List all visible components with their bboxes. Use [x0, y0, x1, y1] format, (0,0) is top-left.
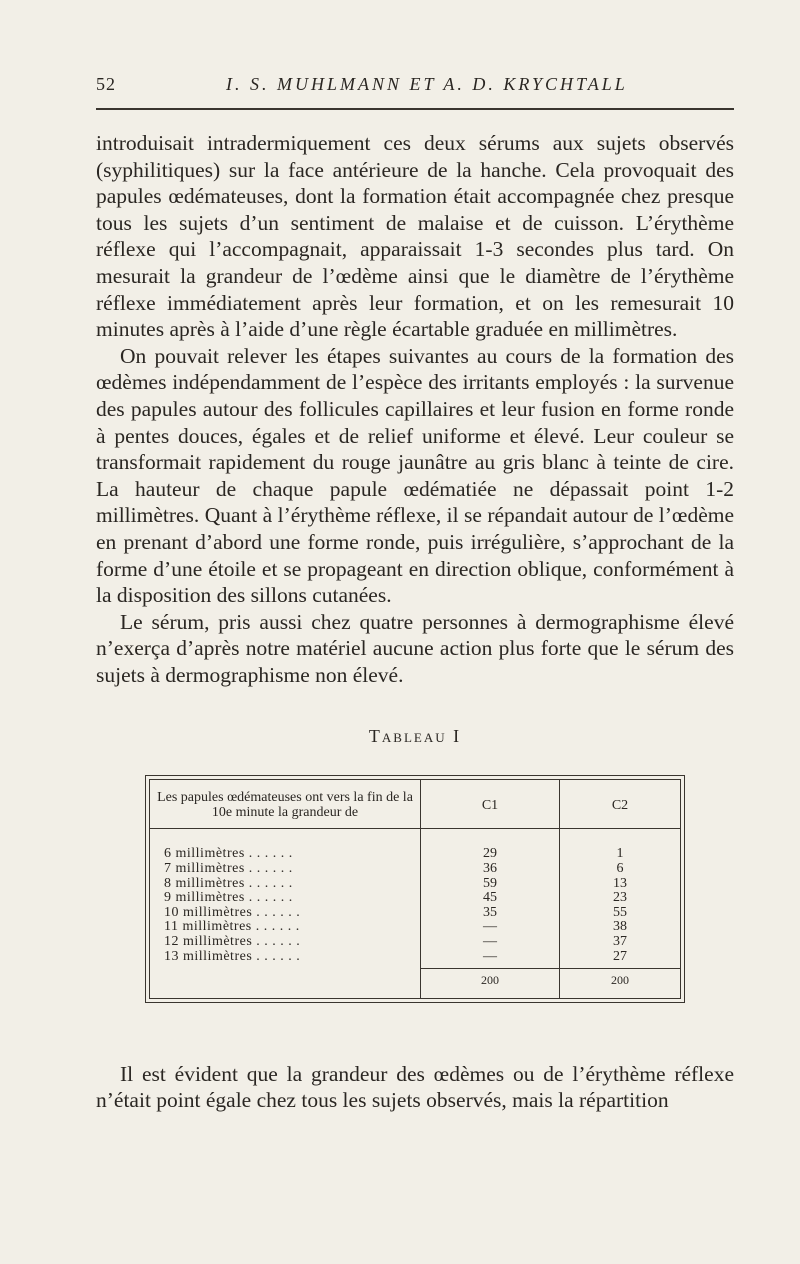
page-number: 52	[96, 74, 116, 94]
row-c2-value: 1	[616, 846, 624, 862]
continuation-text	[96, 1061, 734, 1114]
row-c2-value: 6	[616, 861, 624, 877]
book-page	[96, 72, 734, 1114]
header-c1: C1	[421, 780, 560, 829]
row-c1-value: 59	[421, 877, 560, 892]
header-label: Les papules œdémateuses ont vers la fin de la 10e minute la grandeur de	[150, 780, 421, 829]
table-row	[150, 891, 681, 906]
row-c2-value: 38	[613, 919, 627, 935]
row-c2-value: 23	[613, 890, 627, 906]
total-label	[150, 969, 421, 999]
table-row	[150, 862, 681, 877]
row-label: 10 millimètres . . . . . .	[150, 906, 421, 921]
row-label: 8 millimètres . . . . . .	[150, 877, 421, 892]
table-header-row	[150, 780, 681, 829]
data-table	[149, 779, 681, 998]
table-row	[150, 829, 681, 862]
row-c1-value: 29	[421, 829, 560, 862]
row-c1-value: —	[421, 920, 560, 935]
running-title: I. S. MUHLMANN ET A. D. KRYCHTALL	[226, 74, 628, 94]
total-c2: 200	[560, 969, 681, 999]
row-c2-value: 27	[613, 948, 627, 964]
row-c1-value: 36	[421, 862, 560, 877]
row-label: 12 millimètres . . . . . .	[150, 935, 421, 950]
table-title: Tableau I	[368, 726, 462, 747]
table-row	[150, 920, 681, 935]
main-text	[96, 130, 734, 688]
row-c2-value: 37	[613, 934, 627, 950]
paragraph: Le sérum, pris aussi chez quatre personnes à dermographisme élevé n’exerça d’après notre matériel aucune action plus forte que le sérum des sujets à dermographisme non élevé.	[96, 609, 734, 687]
table-row	[150, 906, 681, 921]
row-c2-value: 13	[613, 875, 627, 891]
table-row	[150, 950, 681, 969]
table-row	[150, 877, 681, 892]
row-c1-value: 45	[421, 891, 560, 906]
table-frame	[145, 775, 685, 1002]
header-c2: C2	[560, 780, 681, 829]
row-label: 9 millimètres . . . . . .	[150, 891, 421, 906]
header-rule	[96, 108, 734, 110]
row-label: 11 millimètres . . . . . .	[150, 920, 421, 935]
paragraph: introduisait intradermiquement ces deux sérums aux sujets observés (syphilitiques) sur la face antérieure de la hanche. Cela provoquait des papules œdémateuses, dont la formation était accompagnée chez presque tous les sujets d’un sentiment de malaise et de cuisson. L’érythème réflexe qui l’accompagnait, apparaissait 1-3 secondes plus tard. On mesurait la grandeur de l’œdème ainsi que le diamètre de l’érythème réflexe immédiatement après leur formation, et on les remesurait 10 minutes après à l’aide d’une règle écartable graduée en millimètres.	[96, 131, 734, 342]
paragraph: Il est évident que la grandeur des œdèmes ou de l’érythème réflexe n’était point égale chez tous les sujets observés, mais la répartition	[96, 1061, 734, 1113]
row-label: 13 millimètres . . . . . .	[150, 950, 421, 969]
table-total-row	[150, 969, 681, 999]
table-body	[150, 829, 681, 998]
row-label: 7 millimètres . . . . . .	[150, 862, 421, 877]
row-c1-value: —	[421, 935, 560, 950]
row-label: 6 millimètres . . . . . .	[150, 829, 421, 862]
row-c1-value: —	[421, 950, 560, 969]
paragraph: On pouvait relever les étapes suivantes au cours de la formation des œdèmes indépendamment de l’espèce des irritants employés : la survenue des papules autour des follicules capillaires et leur fusion en forme ronde à pentes douces, égales et de relief uniforme et élevé. Leur couleur se transformait rapidement du rouge jaunâtre au gris blanc à teinte de cire. La hauteur de chaque papule œdématiée ne dépassait point 1-2 millimètres. Quant à l’érythème réflexe, il se répandait autour de l’œdème en prenant d’abord une forme ronde, puis irrégulière, s’approchant de la forme d’une étoile et se propageant en direction oblique, conformément à la disposition des sillons cutanées.	[96, 343, 734, 608]
row-c1-value: 35	[421, 906, 560, 921]
row-c2-value: 55	[613, 904, 627, 920]
table-row	[150, 935, 681, 950]
total-c1: 200	[421, 969, 560, 999]
page-header	[96, 72, 734, 98]
